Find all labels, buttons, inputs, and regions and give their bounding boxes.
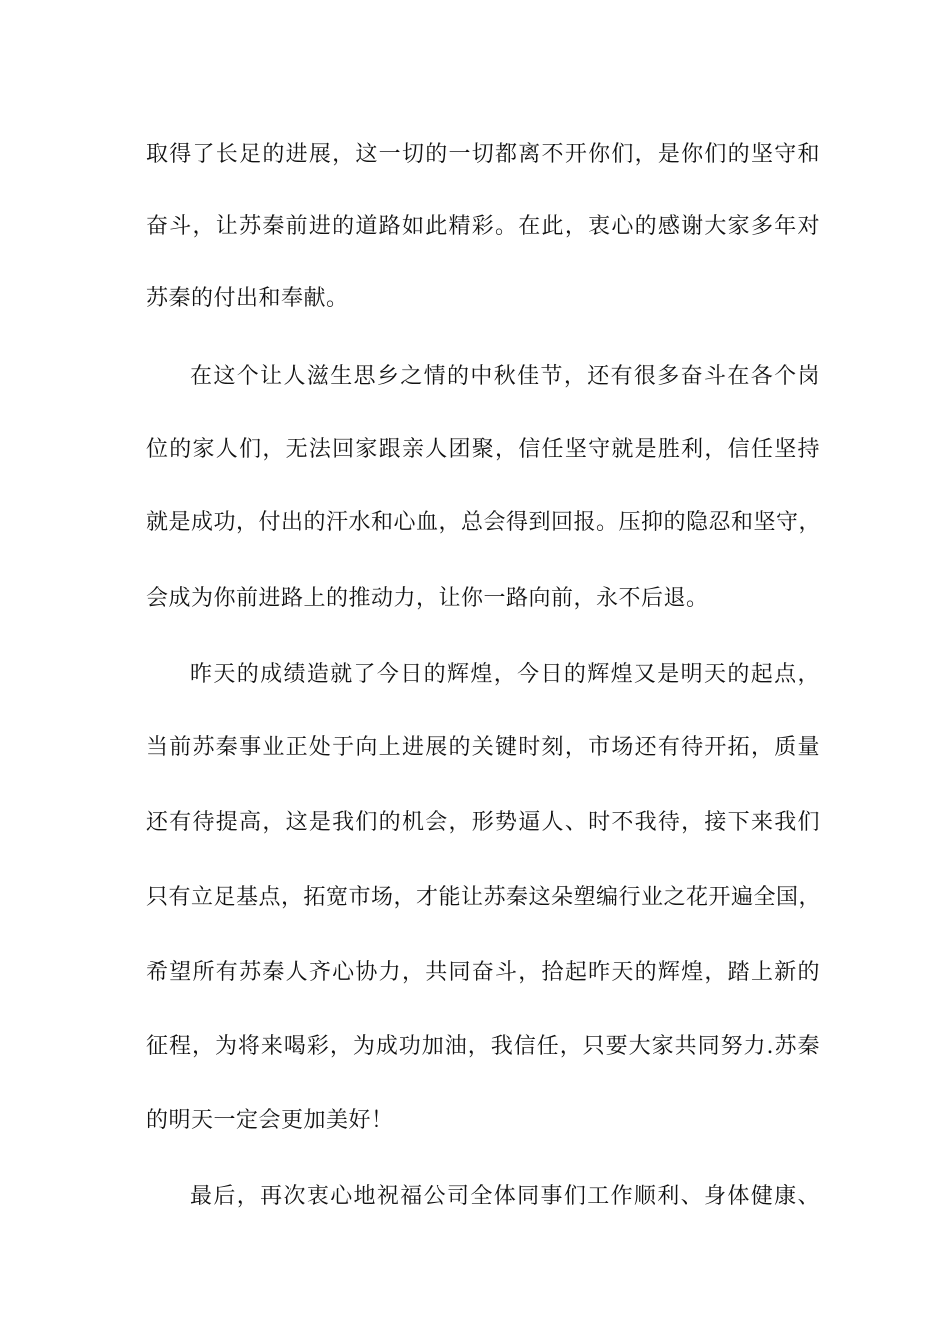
text-line: 就是成功，付出的汗水和心血，总会得到回报。压抑的隐忍和坚守， bbox=[146, 510, 822, 535]
paragraph-start-line: 昨天的成绩造就了今日的辉煌，今日的辉煌又是明天的起点， bbox=[190, 662, 820, 687]
text-line: 会成为你前进路上的推动力，让你一路向前，永不后退。 bbox=[146, 586, 709, 611]
text-line: 征程，为将来喝彩，为成功加油，我信任，只要大家共同努力.苏秦 bbox=[146, 1034, 820, 1059]
paragraph-start-line: 最后，再次衷心地祝福公司全体同事们工作顺利、身体健康、 bbox=[190, 1184, 820, 1209]
text-line: 还有待提高，这是我们的机会，形势逼人、时不我待，接下来我们 bbox=[146, 810, 820, 835]
text-line: 奋斗，让苏秦前进的道路如此精彩。在此，衷心的感谢大家多年对 bbox=[146, 214, 820, 239]
paragraph-start-line: 在这个让人滋生思乡之情的中秋佳节，还有很多奋斗在各个岗 bbox=[190, 364, 820, 389]
text-line: 位的家人们，无法回家跟亲人团聚，信任坚守就是胜利，信任坚持 bbox=[146, 437, 820, 462]
text-line: 只有立足基点，拓宽市场，才能让苏秦这朵塑编行业之花开遍全国， bbox=[146, 885, 822, 910]
text-line: 希望所有苏秦人齐心协力，共同奋斗，拾起昨天的辉煌，踏上新的 bbox=[146, 960, 820, 985]
text-line: 的明天一定会更加美好！ bbox=[146, 1108, 394, 1133]
text-line: 苏秦的付出和奉献。 bbox=[146, 286, 349, 311]
text-line: 取得了长足的进展，这一切的一切都离不开你们，是你们的坚守和 bbox=[146, 142, 820, 167]
text-line: 当前苏秦事业正处于向上进展的关键时刻，市场还有待开拓，质量 bbox=[146, 735, 820, 760]
